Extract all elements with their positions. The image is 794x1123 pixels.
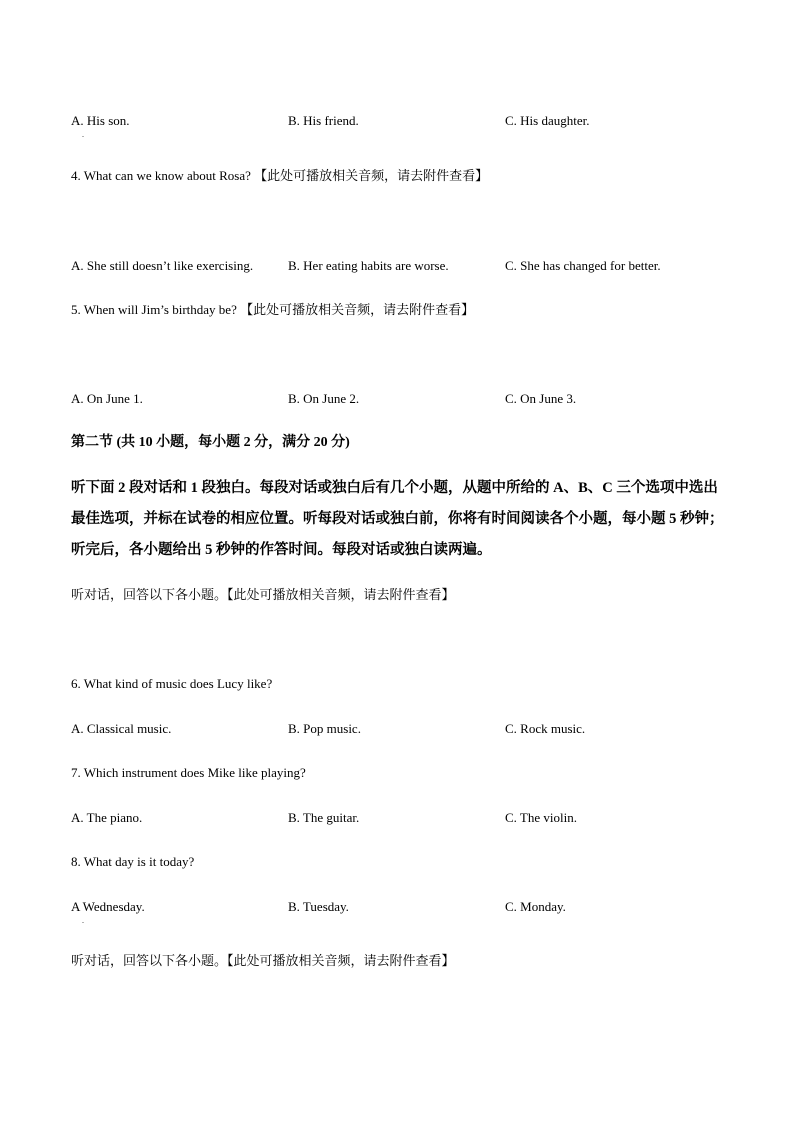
section-heading: 第二节 (共 10 小题，每小题 2 分，满分 20 分) bbox=[71, 435, 350, 450]
q4-question: 4. What can we know about Rosa? 【此处可播放相关音频，请去附件查看】 bbox=[71, 168, 489, 183]
q5-option-a: A. On June 1. bbox=[71, 391, 143, 406]
q7-option-c: C. The violin. bbox=[505, 810, 577, 825]
q4-option-c: C. She has changed for better. bbox=[505, 258, 661, 273]
q8-option-c: C. Monday. bbox=[505, 899, 566, 914]
q6-option-c: C. Rock music. bbox=[505, 721, 586, 736]
q5-option-c: C. On June 3. bbox=[505, 391, 577, 406]
q6-option-a: A. Classical music. bbox=[71, 721, 172, 736]
q7-option-a: A. The piano. bbox=[71, 810, 143, 825]
tick-mark: . bbox=[82, 916, 84, 925]
dialog-prompt-2: 听对话，回答以下各小题。【此处可播放相关音频，请去附件查看】 bbox=[71, 953, 455, 968]
q8-option-b: B. Tuesday. bbox=[288, 899, 349, 914]
q7-question: 7. Which instrument does Mike like playing? bbox=[71, 765, 306, 780]
q3-option-c: C. His daughter. bbox=[505, 113, 590, 128]
q6-option-b: B. Pop music. bbox=[288, 721, 361, 736]
q3-option-a: A. His son. bbox=[71, 113, 130, 128]
tick-mark: . bbox=[82, 130, 84, 139]
q7-option-b: B. The guitar. bbox=[288, 810, 360, 825]
q3-option-b: B. His friend. bbox=[288, 113, 359, 128]
dialog-prompt-1: 听对话，回答以下各小题。【此处可播放相关音频，请去附件查看】 bbox=[71, 587, 455, 602]
q6-question: 6. What kind of music does Lucy like? bbox=[71, 676, 273, 691]
q5-question: 5. When will Jim’s birthday be? 【此处可播放相关音频，请去附件查看】 bbox=[71, 302, 475, 317]
section-instructions: 听下面 2 段对话和 1 段独白。每段对话或独白后有几个小题，从题中所给的 A、B、C 三个选项中选出最佳选项，并标在试卷的相应位置。听每段对话或独白前，你将有时间阅读各个小题，每小题 5 秒钟；听完后，各小题给出 5 秒钟的作答时间。每段对话或独白读两遍。 bbox=[71, 480, 724, 558]
q8-option-a: A Wednesday. bbox=[71, 899, 145, 914]
q5-option-b: B. On June 2. bbox=[288, 391, 360, 406]
q8-question: 8. What day is it today? bbox=[71, 854, 195, 869]
q4-option-b: B. Her eating habits are worse. bbox=[288, 258, 449, 273]
q4-option-a: A. She still doesn’t like exercising. bbox=[71, 258, 254, 273]
